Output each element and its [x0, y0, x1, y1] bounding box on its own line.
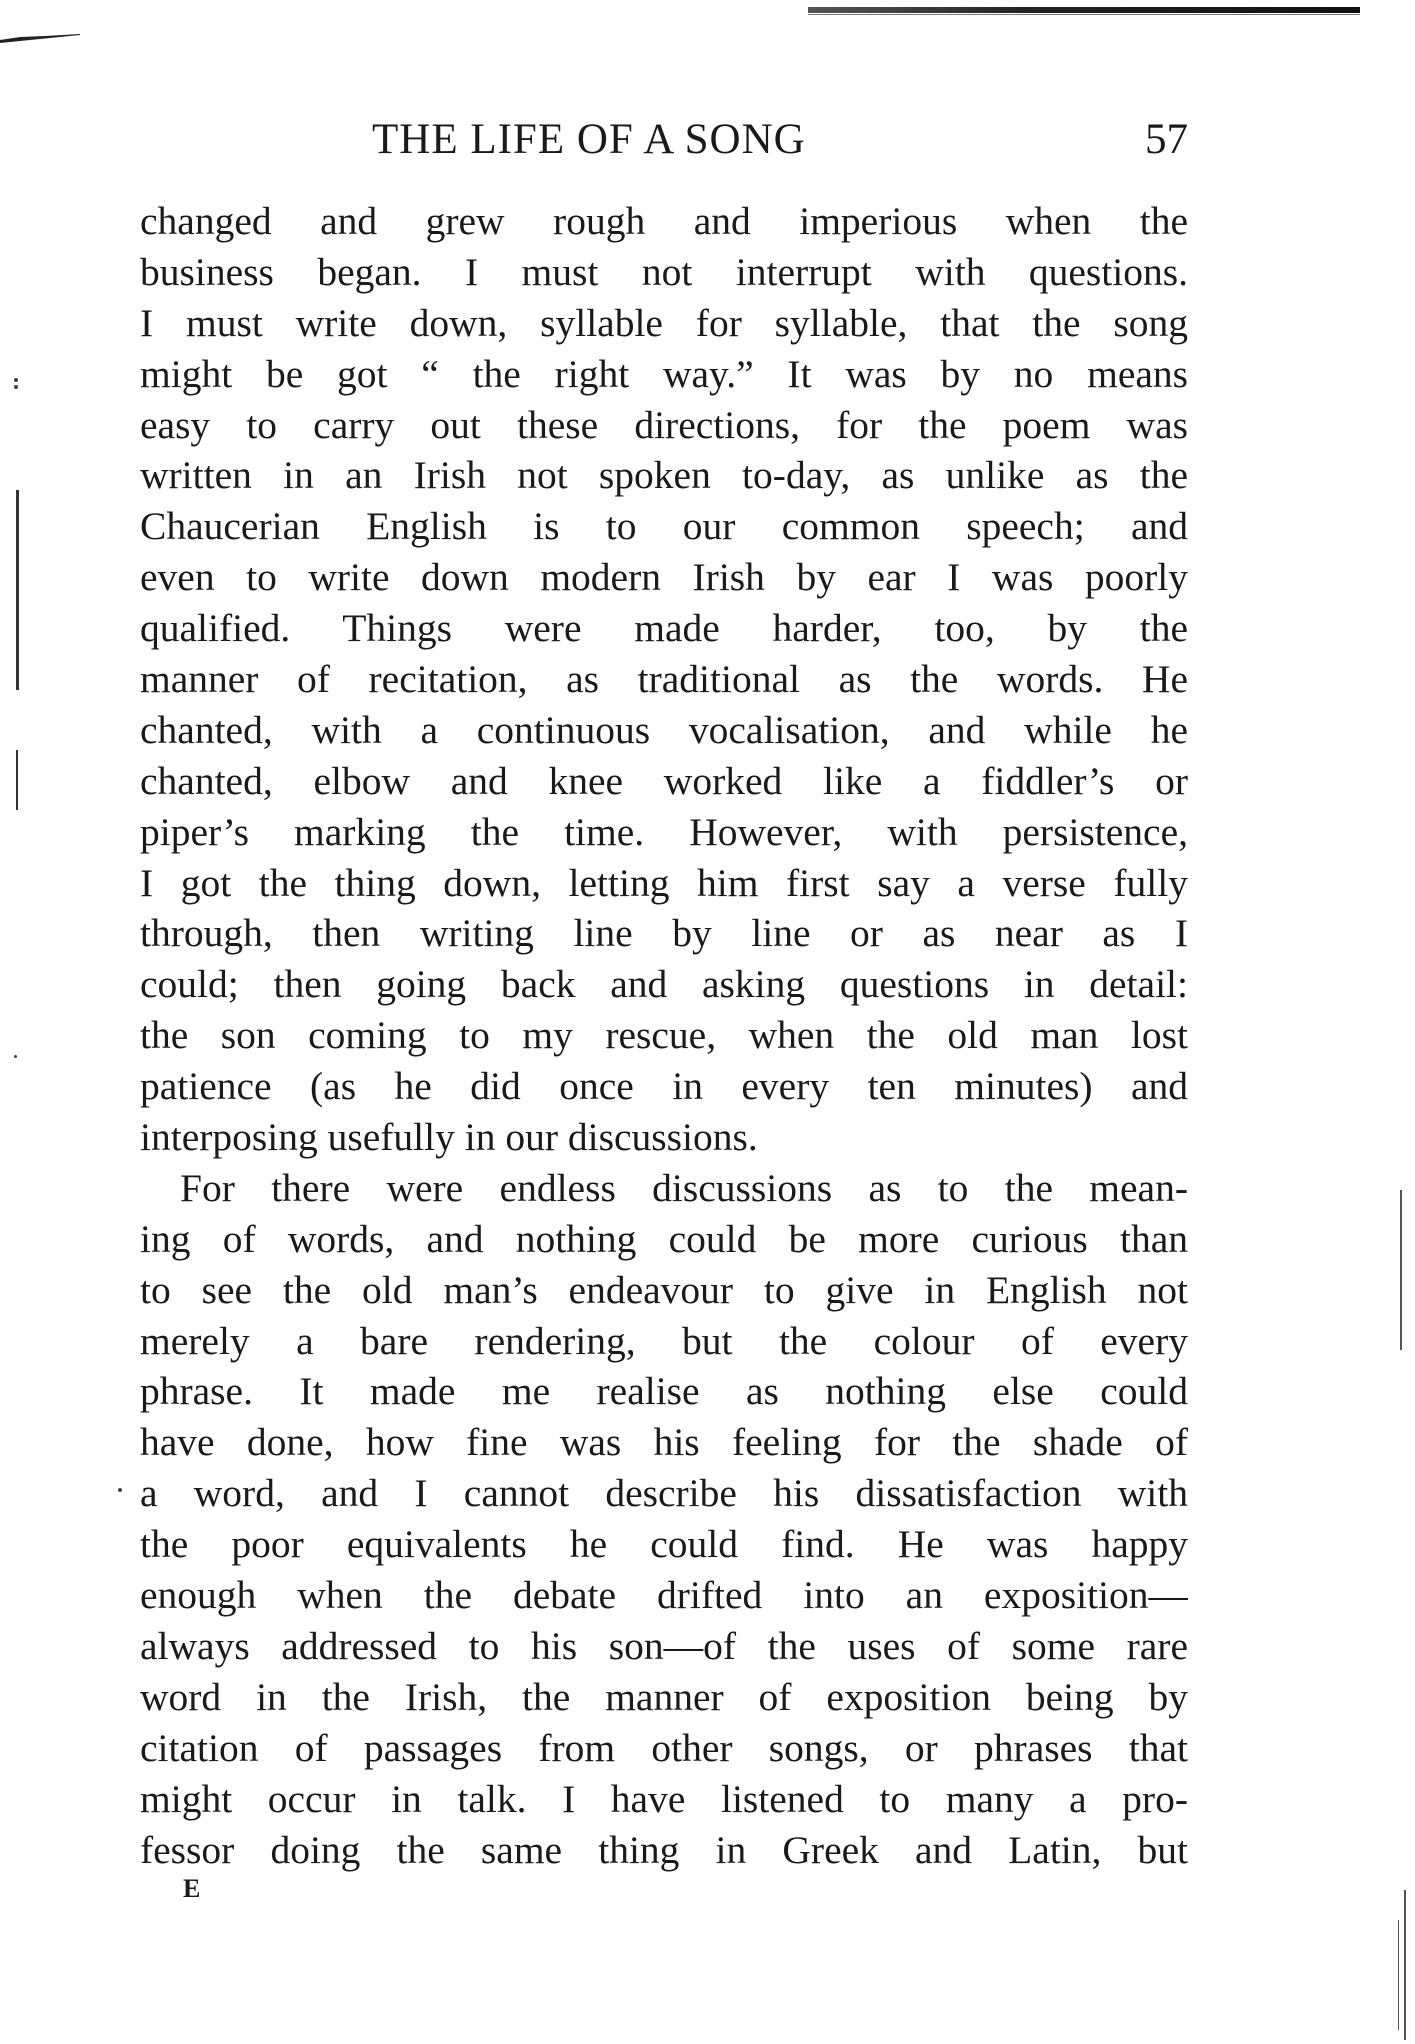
text-line: the son coming to my rescue, when the old man lost: [140, 1013, 1188, 1058]
running-head: [140, 108, 1188, 172]
margin-bar-left: [16, 750, 18, 810]
text-line: a word, and I cannot describe his dissatisfaction with: [140, 1471, 1188, 1516]
text-line: I must write down, syllable for syllable, that the song: [140, 300, 1188, 345]
text-line: fessor doing the same thing in Greek and Latin, but: [140, 1827, 1188, 1872]
text-line: always addressed to his son—of the uses of some rare: [140, 1623, 1188, 1668]
text-line: chanted, elbow and knee worked like a fiddler’s or: [140, 758, 1188, 803]
stray-mark: [14, 385, 18, 389]
text-line: Chaucerian English is to our common speech; and: [140, 504, 1188, 549]
text-line: chanted, with a continuous vocalisation, and while he: [140, 707, 1188, 752]
running-title: THE LIFE OF A SONG: [372, 116, 806, 163]
text-line: easy to carry out these directions, for the poem was: [140, 402, 1188, 447]
text-line: interposing usefully in our discussions.: [140, 1115, 758, 1160]
text-line: patience (as he did once in every ten minutes) and: [140, 1064, 1188, 1109]
text-line: qualified. Things were made harder, too, by the: [140, 606, 1188, 651]
body-text: [140, 196, 1188, 1875]
text-line: merely a bare rendering, but the colour of every: [140, 1318, 1188, 1363]
margin-bar-right: [1400, 1190, 1402, 1350]
text-line: to see the old man’s endeavour to give in English not: [140, 1267, 1188, 1312]
stray-mark: [14, 378, 18, 382]
text-line: phrase. It made me realise as nothing else could: [140, 1369, 1188, 1414]
scan-edge-mark: [0, 34, 80, 44]
text-line: piper’s marking the time. However, with persistence,: [140, 809, 1188, 854]
text-line: could; then going back and asking questions in detail:: [140, 962, 1188, 1007]
scan-top-rule: [808, 7, 1360, 13]
text-line: changed and grew rough and imperious when the: [140, 199, 1188, 243]
text-line: have done, how fine was his feeling for the shade of: [140, 1420, 1188, 1465]
paragraph: [140, 196, 1188, 1163]
text-line: even to write down modern Irish by ear I was poorly: [140, 555, 1188, 600]
scan-top-rule-thin: [808, 14, 1360, 15]
text-line: citation of passages from other songs, or phrases that: [140, 1725, 1188, 1770]
text-line: the poor equivalents he could find. He was happy: [140, 1522, 1188, 1567]
signature-mark: E: [183, 1874, 202, 1903]
text-line: manner of recitation, as traditional as the words. He: [140, 657, 1188, 702]
stray-mark: [118, 1488, 122, 1492]
text-line: For there were endless discussions as to the mean-: [180, 1165, 1188, 1210]
text-line: word in the Irish, the manner of exposition being by: [140, 1674, 1188, 1719]
page-number: 57: [1145, 116, 1188, 163]
text-line: I got the thing down, letting him first say a verse fully: [140, 860, 1188, 905]
text-line: enough when the debate drifted into an exposition—: [140, 1573, 1188, 1618]
margin-bar-right: [1404, 1890, 1406, 2040]
text-line: written in an Irish not spoken to-day, as unlike as the: [140, 453, 1188, 498]
text-line: through, then writing line by line or as near as I: [140, 911, 1188, 956]
paragraph: [140, 1163, 1188, 1875]
text-line: might be got “ the right way.” It was by no means: [140, 351, 1188, 396]
margin-bar-right: [1398, 1920, 1399, 2030]
text-line: ing of words, and nothing could be more curious than: [140, 1216, 1188, 1261]
text-line: might occur in talk. I have listened to many a pro-: [140, 1776, 1188, 1821]
stray-mark: [14, 1055, 17, 1058]
margin-bar-left: [16, 490, 19, 690]
text-line: business began. I must not interrupt with questions.: [140, 249, 1188, 294]
